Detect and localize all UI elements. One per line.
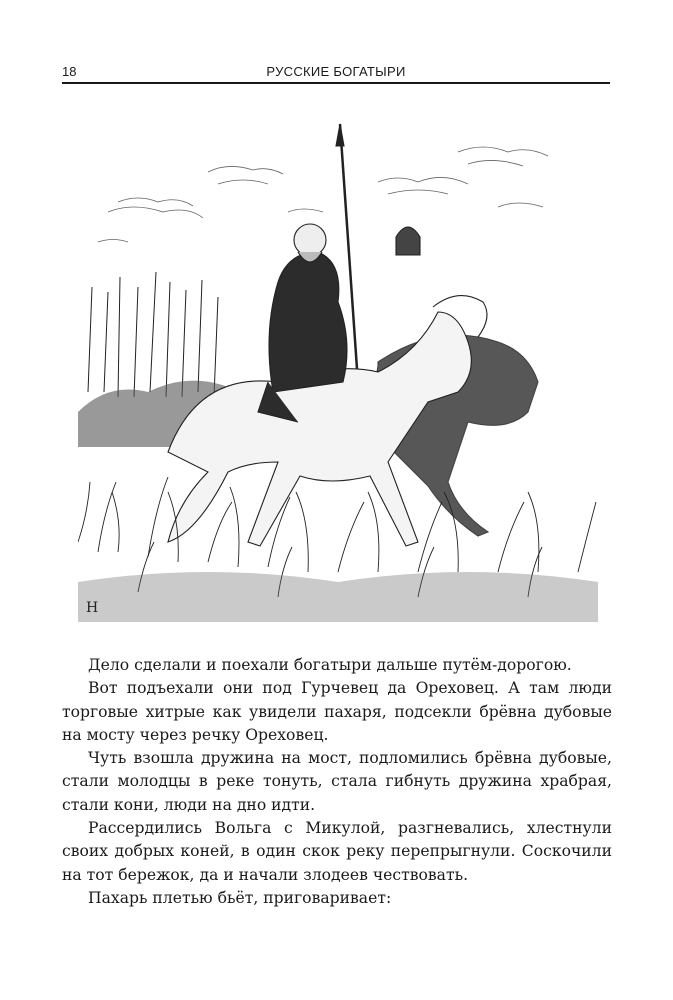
running-title: РУССКИЕ БОГАТЫРИ (266, 64, 406, 79)
paragraph: Чуть взошла дружина на мост, подломились брёвна дубовые, стали молодцы в реке тонуть, стала гибнуть дружина храбрая, стали кони, люди на дно идти. (62, 749, 612, 814)
army-spears (88, 272, 218, 397)
paragraph: Пахарь плетью бьёт, приговаривает: (88, 888, 392, 907)
illustration-drawing (78, 112, 598, 622)
body-text (62, 654, 612, 910)
page-header (62, 60, 610, 84)
page-number: 18 (62, 64, 77, 79)
cloud-hatching (98, 147, 548, 242)
paragraph: Рассердились Вольга с Микулой, разгневались, хлестнули своих добрых коней, в один скок реку перепрыгнули. Соскочили на тот бережок, да и начали злодеев чествовать. (62, 819, 612, 884)
artist-signature: Н (86, 600, 99, 616)
paragraph: Вот подъехали они под Гурчевец да Ореховец. А там люди торговые хитрые как увидели пахаря, подсекли брёвна дубовые на мосту через речку Ореховец. (62, 679, 612, 744)
illustration-riders (78, 112, 598, 622)
paragraph: Дело сделали и поехали богатыри дальше путём-дорогою. (88, 656, 572, 674)
